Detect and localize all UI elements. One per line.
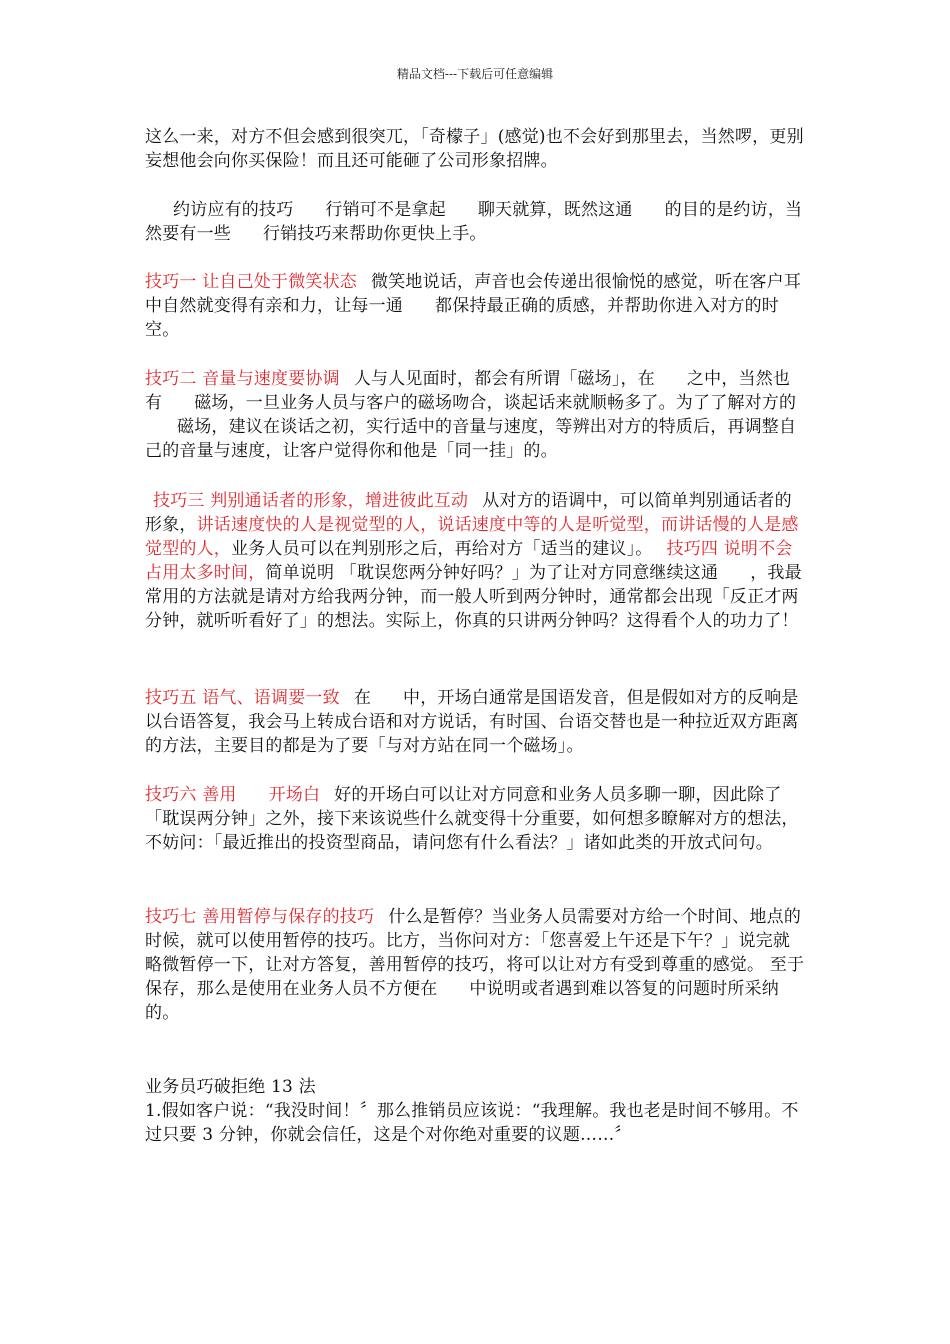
tip-text: 业务人员可以在判别形之后，再给对方「适当的建议」。 bbox=[231, 539, 653, 559]
section-rejection-tips bbox=[145, 1075, 807, 1147]
tip-highlight: 讲话速度快的人是视觉型的人，说话速度中等的人是听觉型，而讲话慢的人是感觉型的人， bbox=[145, 515, 799, 559]
tip-text: 人与人见面时，都会有所谓「磁场」，在 bbox=[353, 369, 655, 389]
tip-text: ，我最常用的方法就是请对方给我两分钟，而一般人听到两分钟时，通常都会出现「反正才两分钟，就听听看好了」的想法。实际上，你真的只讲两分钟吗？这得看个人的功力了！ bbox=[145, 563, 802, 631]
tip-text: 中，开场白通常是国语发音，但是假如对方的反响是以台语答复，我会马上转成台语和对方说话，有时国、台语交替也是一种拉近双方距离的方法，主要目的都是为了要「与对方站在同一个磁场」。 bbox=[145, 688, 799, 756]
tip-title: 技巧六 善用 bbox=[145, 785, 237, 805]
tip-text: 从对方的语调中，可以简单判别通话者的形象， bbox=[145, 491, 792, 535]
tip-text: 磁场，建议在谈话之初，实行适中的音量与速度，等辨出对方的特质后，再调整自己的音量与速度，让客户觉得你和他是「同一挂」的。 bbox=[145, 417, 797, 461]
tip-2 bbox=[145, 367, 807, 463]
tip-text: 之中，当然也有 bbox=[145, 369, 791, 413]
tip-text: 好的开场白可以让对方同意和业务人员多聊一聊，因此除了「耽误两分钟」之外，接下来该说些什么就变得十分重要，如何想多瞭解对方的想法，不妨问：「最近推出的投资型商品，请问您有什么看法？」诸如此类的开放式问句。 bbox=[145, 785, 799, 853]
page-header: 精品文档---下载后可任意编辑 bbox=[396, 67, 554, 81]
tip-text: 在 bbox=[353, 688, 372, 708]
tip-6 bbox=[145, 783, 807, 855]
tip-title: 开场白 bbox=[268, 785, 321, 805]
paragraph-text: 这么一来，对方不但会感到很突兀，「奇檬子」(感觉)也不会好到那里去，当然啰，更别妄想他会向你买保险！而且还可能砸了公司形象招牌。 bbox=[145, 127, 804, 171]
paragraph-intro bbox=[145, 125, 807, 173]
tip-title: 技巧三 判别通话者的形象，增进彼此互动 bbox=[153, 491, 469, 511]
tip-title: 技巧一 让自己处于微笑状态 bbox=[145, 272, 358, 292]
paragraph-appointment-skills bbox=[145, 198, 807, 246]
tip-text: 磁场，一旦业务人员与客户的磁场吻合，谈起话来就顺畅多了。为了了解对方的 bbox=[194, 393, 797, 413]
tip-text: 都保持最正确的质感，并帮助你进入对方的时空。 bbox=[145, 296, 779, 340]
tip-title: 技巧四 说明不会占用太多时间， bbox=[145, 539, 793, 583]
tip-5 bbox=[145, 686, 807, 758]
list-item: 1.假如客户说：“我没时间！〞那么推销员应该说：“我理解。我也老是时间不够用。不过只要 3 分钟，你就会信任，这是个对你绝对重要的议题……〞 bbox=[145, 1101, 799, 1145]
paragraph-text: 行销可不是拿起 bbox=[325, 200, 446, 220]
paragraph-text: 行销技巧来帮助你更快上手。 bbox=[263, 224, 487, 244]
tip-text: 简单说明 「耽误您两分钟好吗？」为了让对方同意继续这通 bbox=[265, 563, 719, 583]
tip-title: 技巧二 音量与速度要协调 bbox=[145, 369, 340, 389]
tip-1 bbox=[145, 270, 807, 342]
tip-text: 什么是暂停？当业务人员需要对方给一个时间、地点的时候，就可以使用暂停的技巧。比方，当你问对方：「您喜爱上午还是下午？」说完就略微暂停一下，让对方答复，善用暂停的技巧，将可以让对方有受到尊重的感觉。 至于保存，那么是使用在业务人员不方便在 bbox=[145, 907, 805, 999]
tip-7 bbox=[145, 905, 807, 1025]
paragraph-text: 聊天就算，既然这通 bbox=[477, 200, 633, 220]
tip-title: 技巧五 语气、语调要一致 bbox=[145, 688, 340, 708]
tip-text: 中说明或者遇到难以答复的问题时所采纳的。 bbox=[145, 979, 780, 1023]
tip-title: 技巧七 善用暂停与保存的技巧 bbox=[145, 907, 375, 927]
paragraph-text: 的目的是约访，当然要有一些 bbox=[145, 200, 803, 244]
tip-3-4 bbox=[145, 489, 807, 633]
section-title: 业务员巧破拒绝 13 法 bbox=[145, 1077, 316, 1097]
tip-text: 微笑地说话，声音也会传递出很愉悦的感觉，听在客户耳中自然就变得有亲和力，让每一通 bbox=[145, 272, 802, 316]
paragraph-text: 约访应有的技巧 bbox=[173, 200, 294, 220]
